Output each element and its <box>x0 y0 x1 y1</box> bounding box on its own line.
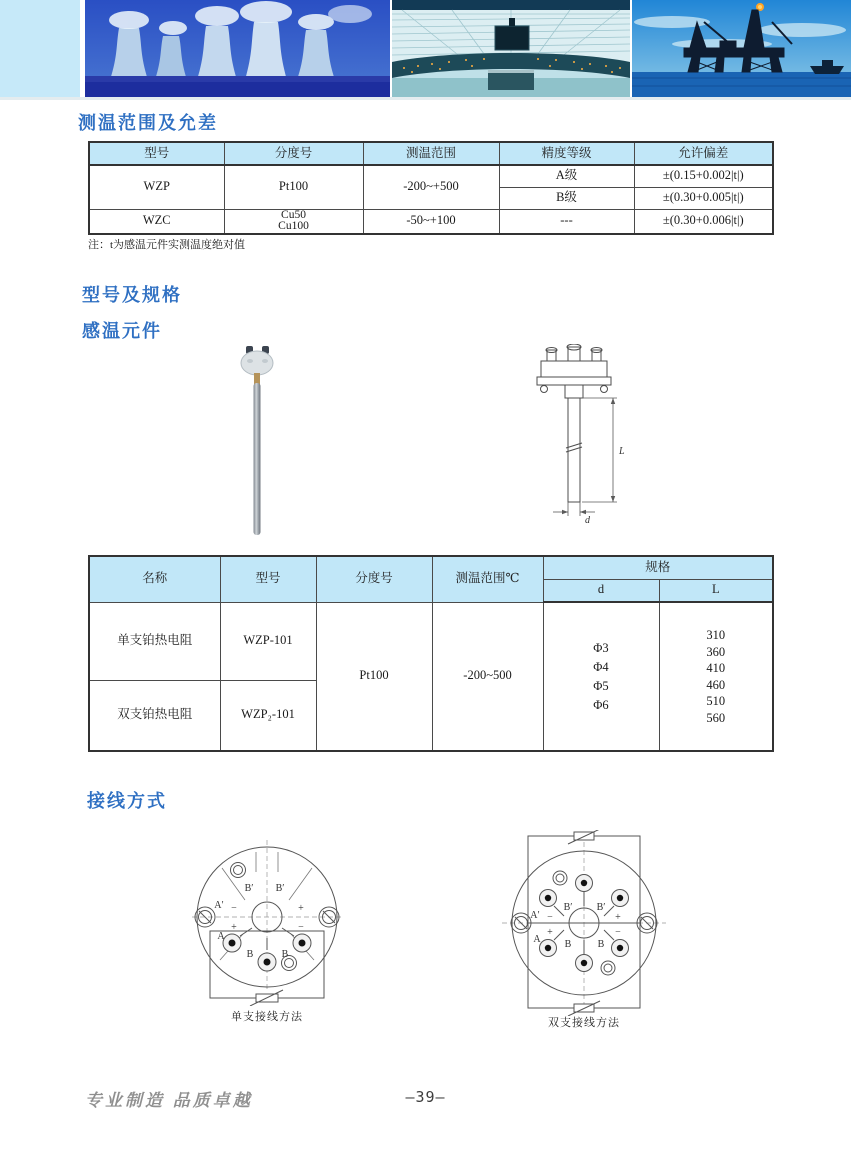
col-header-model: 型号 <box>220 556 316 602</box>
diameter-value: Φ4 <box>593 659 609 674</box>
col-header-name: 名称 <box>89 556 220 602</box>
cell-grade-a: A级 <box>499 165 634 187</box>
graduation-cu50: Cu50 <box>281 208 306 221</box>
cell-deviation-wzc: ±(0.30+0.006|t|) <box>634 209 773 234</box>
mount-screw-right <box>637 913 657 933</box>
label-b: B <box>281 949 289 960</box>
cell-graduation: Pt100 <box>316 602 432 751</box>
section-title-model-spec: 型号及规格 <box>82 285 182 305</box>
label-b-prime: B′ <box>244 883 254 894</box>
length-value: 360 <box>706 644 726 659</box>
dimension-drawing <box>535 344 650 526</box>
cell-graduation-wzp: Pt100 <box>224 165 363 209</box>
diameter-value: Φ3 <box>593 640 609 655</box>
spec-header-row-top <box>89 556 773 579</box>
section-title-sensing-element: 感温元件 <box>82 321 162 341</box>
oil-rig-illustration <box>632 0 851 97</box>
wiring-diagram-dual <box>498 830 670 1021</box>
cell-grade-b: B级 <box>499 187 634 209</box>
wiring-diagram-single <box>188 838 346 1011</box>
caption-single-wiring: 单支接线方法 <box>231 1011 303 1023</box>
sensor-dimension-drawing <box>535 344 650 531</box>
probe-illustration <box>238 343 280 539</box>
label-a-prime: A′ <box>214 900 224 911</box>
dimension-label-diameter: d <box>585 515 590 526</box>
dimension-label-length: L <box>619 446 625 457</box>
label-plus: + <box>615 912 621 923</box>
label-a: A <box>217 931 225 942</box>
label-minus: − <box>547 912 553 923</box>
label-minus: − <box>298 922 304 933</box>
banner-photo-cooling-towers <box>85 0 390 97</box>
col-header-range: 测温范围 <box>363 142 499 165</box>
section-title-wiring: 接线方式 <box>87 791 167 811</box>
label-b: B <box>246 949 254 960</box>
diameter-value: Φ6 <box>593 697 609 712</box>
rtd-element-symbol-top <box>568 830 600 844</box>
col-header-range: 测温范围℃ <box>432 556 543 602</box>
label-minus: − <box>231 903 237 914</box>
banner-corner-block <box>0 0 80 97</box>
wiring-single-drawing <box>188 838 346 1006</box>
cooling-towers-illustration <box>85 0 390 97</box>
section-title-range-tolerance: 测温范围及允差 <box>78 113 218 133</box>
length-value: 410 <box>706 661 726 675</box>
length-value: 460 <box>706 677 726 692</box>
label-plus: + <box>231 922 237 933</box>
cell-graduation-wzc <box>224 209 363 234</box>
col-header-spec: 规格 <box>543 556 773 579</box>
terminal-block-outline <box>512 851 656 995</box>
label-b-prime: B′ <box>596 902 606 913</box>
table-row <box>89 165 773 187</box>
wire-terminals <box>223 928 311 971</box>
table-row <box>89 209 773 234</box>
protection-tube <box>566 398 582 502</box>
cell-model-dual: WZP₂-101 <box>220 680 316 751</box>
cell-range-wzp: -200~+500 <box>363 165 499 209</box>
label-plus: + <box>547 927 553 938</box>
col-header-model: 型号 <box>89 142 224 165</box>
label-minus: − <box>615 927 621 938</box>
cell-deviation-b: ±(0.30+0.005|t|) <box>634 187 773 209</box>
table-footnote: 注：t为感温元件实测温度绝对值 <box>88 239 246 251</box>
graduation-cu100: Cu100 <box>278 220 309 232</box>
caption-dual-wiring: 双支接线方法 <box>548 1017 620 1029</box>
cell-grade-wzc: --- <box>499 209 634 234</box>
label-b: B <box>564 939 572 950</box>
cell-lengths <box>659 602 773 751</box>
label-b: B <box>597 939 605 950</box>
spec-table <box>88 555 774 752</box>
cell-deviation-a: ±(0.15+0.002|t|) <box>634 165 773 187</box>
banner-photo-control-room <box>392 0 630 97</box>
cell-model-wzp: WZP <box>89 165 224 209</box>
label-a-prime: A′ <box>530 910 540 921</box>
label-b-prime: B′ <box>275 883 285 894</box>
banner-photo-oil-rig <box>632 0 851 97</box>
length-value: 560 <box>706 710 726 725</box>
cell-model-wzc: WZC <box>89 209 224 234</box>
dimension-lines <box>553 398 617 516</box>
col-header-graduation: 分度号 <box>224 142 363 165</box>
cell-range: -200~500 <box>432 602 543 751</box>
col-header-deviation: 允许偏差 <box>634 142 773 165</box>
diameter-value: Φ5 <box>593 678 609 693</box>
col-header-l: L <box>659 579 773 602</box>
length-value: 510 <box>706 694 726 708</box>
banner-divider <box>0 97 851 100</box>
mount-screw-left <box>511 913 531 933</box>
terminal-head-outline <box>537 344 611 398</box>
cell-range-wzc: -50~+100 <box>363 209 499 234</box>
sensor-probe-photo <box>238 343 280 544</box>
wiring-dual-drawing <box>498 830 670 1016</box>
tolerance-table <box>88 141 774 235</box>
cell-model-single: WZP-101 <box>220 602 316 680</box>
label-b-prime: B′ <box>563 902 573 913</box>
col-header-d: d <box>543 579 659 602</box>
length-value: 310 <box>706 628 726 642</box>
label-plus: + <box>298 903 304 914</box>
cell-name-dual: 双支铂热电阻 <box>89 680 220 751</box>
mount-screw-left <box>195 907 215 927</box>
footer-slogan: 专业制造 品质卓越 <box>85 1091 253 1110</box>
col-header-accuracy: 精度等级 <box>499 142 634 165</box>
page-number: —39— <box>405 1088 446 1106</box>
cell-diameters <box>543 602 659 751</box>
col-header-graduation: 分度号 <box>316 556 432 602</box>
table-row <box>89 602 773 680</box>
mount-screw-right <box>319 907 339 927</box>
control-room-illustration <box>392 0 630 97</box>
cell-name-single: 单支铂热电阻 <box>89 602 220 680</box>
tolerance-table-header-row <box>89 142 773 165</box>
label-a: A <box>533 934 541 945</box>
